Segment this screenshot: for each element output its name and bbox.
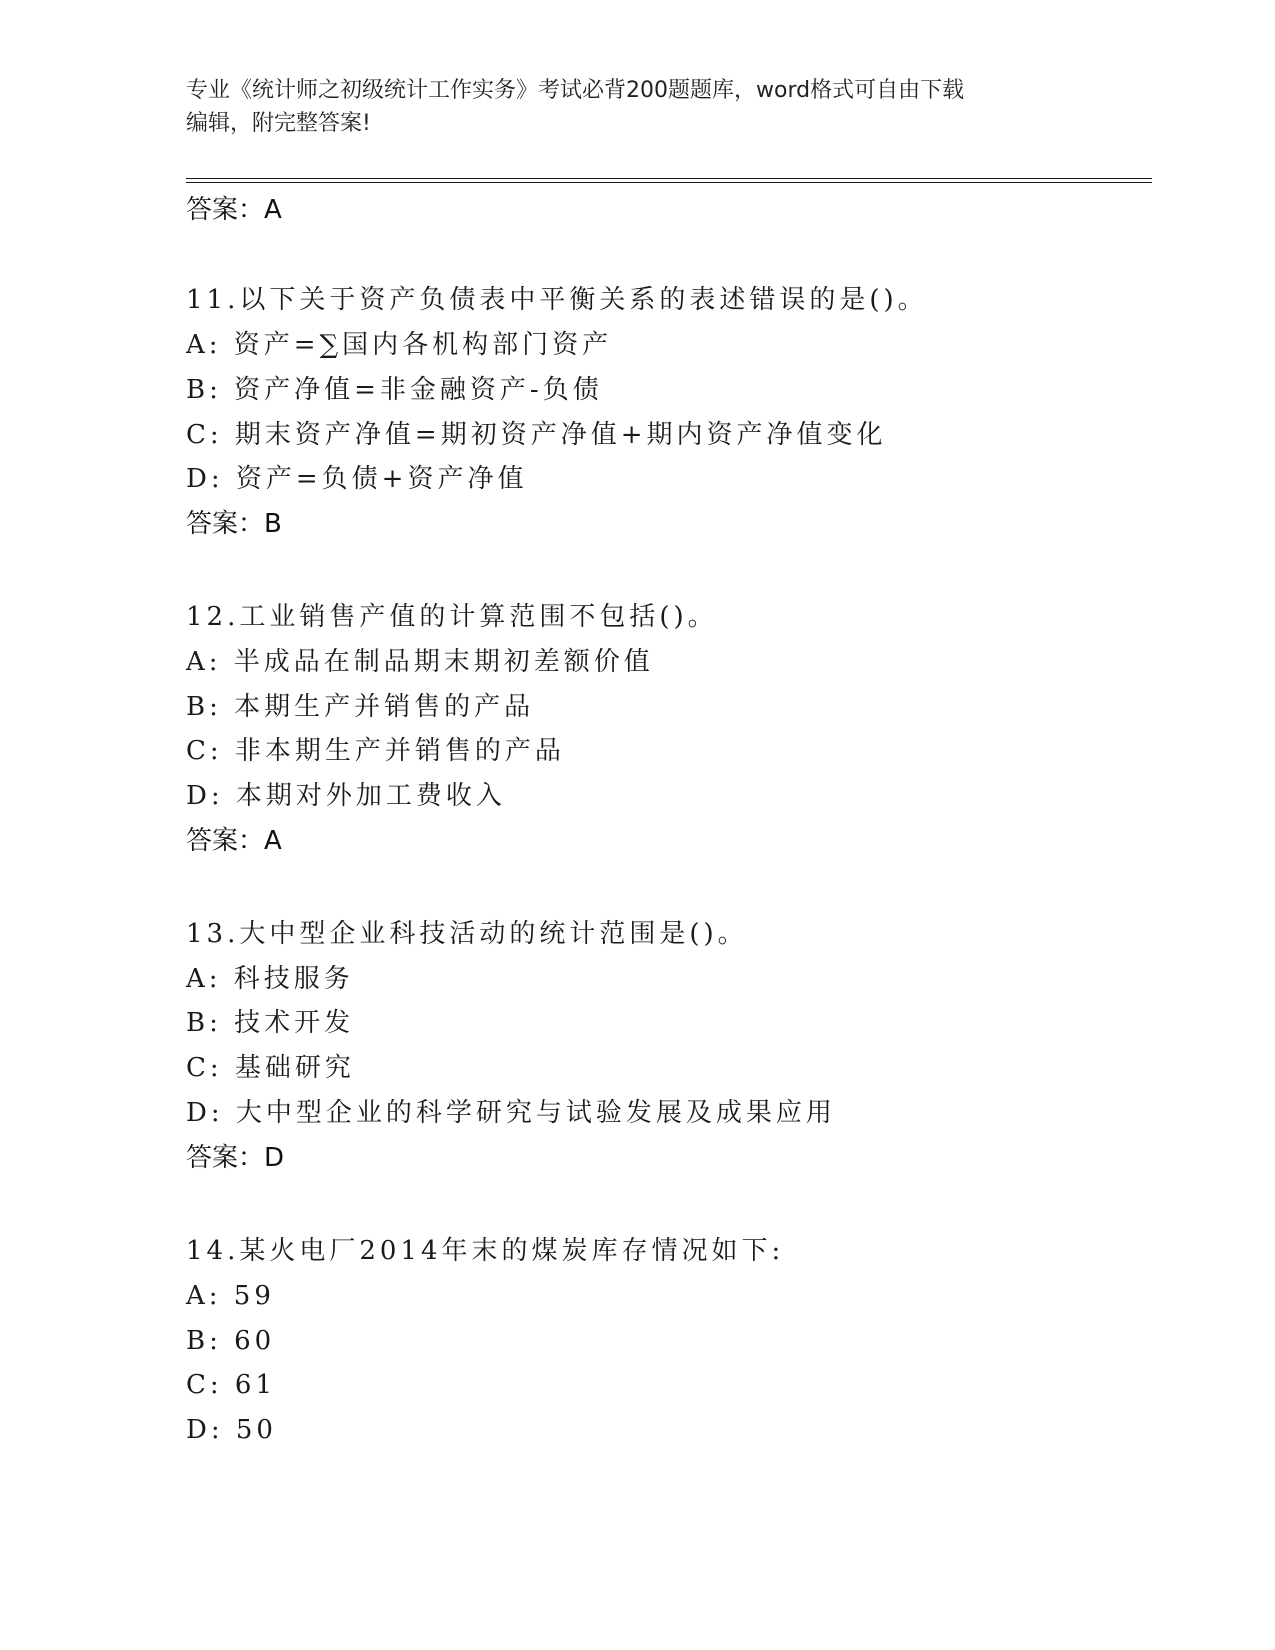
answer-line: 答案：D	[186, 1143, 285, 1173]
document-header	[186, 74, 1086, 140]
option-c: C: 非本期生产并销售的产品	[186, 736, 565, 766]
option-d: D: 本期对外加工费收入	[186, 781, 506, 811]
option-c: C: 期末资产净值=期初资产净值+期内资产净值变化	[186, 420, 887, 450]
option-b: B: 技术开发	[186, 1008, 355, 1038]
option-b: B: 本期生产并销售的产品	[186, 692, 535, 722]
option-d: D: 50	[186, 1415, 277, 1445]
option-b: B: 60	[186, 1326, 276, 1356]
header-divider-top	[186, 178, 1152, 179]
header-line-2: 编辑，附完整答案!	[186, 111, 371, 136]
option-b: B: 资产净值=非金融资产-负债	[186, 375, 603, 405]
option-a: A: 半成品在制品期末期初差额价值	[186, 647, 654, 677]
header-divider-bottom	[186, 182, 1152, 183]
option-d: D: 大中型企业的科学研究与试验发展及成果应用	[186, 1098, 836, 1128]
option-a: A: 资产=∑国内各机构部门资产	[186, 330, 613, 360]
option-a: A: 59	[186, 1281, 275, 1311]
answer-line: 答案：A	[186, 195, 282, 225]
header-line-1: 专业《统计师之初级统计工作实务》考试必背200题题库，word格式可自由下载	[186, 78, 965, 103]
option-d: D: 资产=负债+资产净值	[186, 464, 528, 494]
question-stem: 14.某火电厂2014年末的煤炭库存情况如下:	[186, 1236, 785, 1266]
answer-line: 答案：A	[186, 826, 282, 856]
option-a: A: 科技服务	[186, 964, 354, 994]
question-stem: 13.大中型企业科技活动的统计范围是()。	[186, 919, 748, 949]
question-stem: 11.以下关于资产负债表中平衡关系的表述错误的是()。	[186, 285, 928, 315]
option-c: C: 61	[186, 1370, 277, 1400]
question-stem: 12.工业销售产值的计算范围不包括()。	[186, 602, 718, 632]
answer-line: 答案：B	[186, 509, 282, 539]
option-c: C: 基础研究	[186, 1053, 355, 1083]
